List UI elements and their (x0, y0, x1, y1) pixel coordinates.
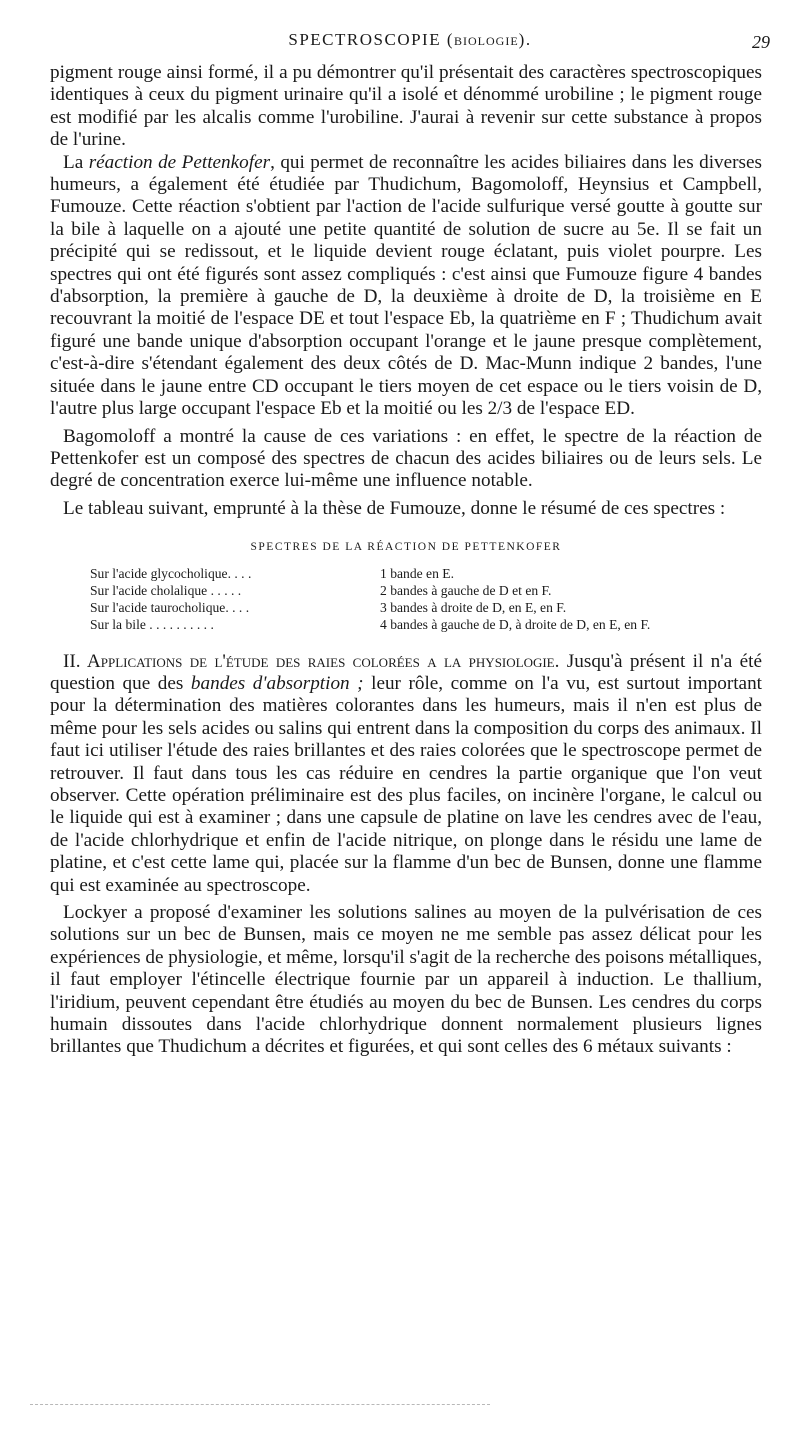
paragraph-applications-lead: Jusqu'à présent il n'a été question que des (50, 650, 762, 694)
term-bandes-absorption: bandes d'absorption ; (190, 672, 364, 694)
paragraph-applications-body: leur rôle, comme on l'a vu, est surtout important pour la détermination des matières colorantes dans les humeurs, mais il n'en est plus de même pour les sels acides ou salins qui entrent dans la composition du corps des animaux. Il faut ici utiliser l'étude des raies brillantes et des raies colorées que le spectroscope permet de retrouver. Il faut dans tous les cas réduire en cendres la partie organique que l'on veut observer. Cette opération préliminaire est des plus faciles, on incinère l'organe, le calcul ou le liquide qui est à examiner ; dans une capsule de platine on lave les cendres avec de l'eau, de l'acide chlorhydrique et enfin de l'acide nitrique, on plonge dans le résidu une lame de platine, et c'est cette lame qui, placée sur la flamme d'un bec de Bunsen, donne une flamme qui est examinée au spectroscope. (50, 672, 762, 896)
table-cell-substance: Sur l'acide cholalique . . . . . (90, 582, 242, 598)
table-row (50, 565, 762, 582)
paragraph-bagomoloff: Bagomoloff a montré la cause de ces variations : en effet, le spectre de la réaction de Pettenkofer est un composé des spectres de chacun des acides biliaires ou de leurs sels. Le degré de concentration exerce lui-même une influence notable. (50, 425, 762, 492)
table-row (50, 582, 762, 599)
page-number: 29 (752, 32, 770, 52)
paragraph-pettenkofer-body: , qui permet de reconnaître les acides biliaires dans les diverses humeurs, a également été étudiée par Thudichum, Bagomoloff, Heynsius et Campbell, Fumouze. Cette réaction s'obtient par l'action de l'acide sulfurique versé goutte à goutte sur la bile à laquelle on a ajouté une petite quantité de solution de sucre au 5e. Il se fait un précipité qui se redissout, et le liquide devient rouge éclatant, puis violet pourpre. Les spectres qui ont été figurés sont assez compliqués : c'est ainsi que Fumouze figure 4 bandes d'absorption, la première à gauche de D, la deuxième à droite de D, la troisième en E recouvrant la moitié de l'espace DE et tout l'espace Eb, la quatrième en F ; Thudichum avait figuré une bande unique d'absorption occupant l'orange et le jaune presque complètement, c'est-à-dire s'étendant également des deux côtés de D. Mac-Munn indique 2 bandes, l'une située dans le jaune entre CD occupant le tiers moyen de cet espace ou le tiers voisin de D, l'autre plus large occupant l'espace Eb et la moitié ou les 2/3 de l'espace ED. (50, 151, 762, 420)
paragraph-pettenkofer (50, 152, 762, 421)
table-cell-result: 1 bande en E. (380, 565, 454, 581)
table-cell-substance: Sur l'acide taurocholique. . . . (90, 599, 250, 615)
term-reaction-pettenkofer: réaction de Pettenkofer (88, 151, 271, 173)
table-row (50, 599, 762, 616)
paragraph-pettenkofer-lead: La (63, 151, 89, 173)
table-row (50, 616, 762, 633)
running-title-main: SPECTROSCOPIE ( (288, 30, 455, 49)
footer-rule (30, 1404, 490, 1405)
table-cell-result: 3 bandes à droite de D, en E, en F. (380, 599, 567, 615)
running-title-end: ). (518, 30, 532, 49)
spectra-table (50, 565, 762, 633)
table-cell-substance: Sur la bile . . . . . . . . . . (90, 616, 214, 632)
table-title: SPECTRES DE LA RÉACTION DE PETTENKOFER (250, 541, 562, 554)
table-cell-result: 4 bandes à gauche de D, à droite de D, en E, en F. (380, 616, 651, 632)
running-title (50, 30, 770, 50)
section-heading: II. Applications de l'étude des raies colorées a la physiologie. (63, 650, 560, 672)
paragraph-lockyer: Lockyer a proposé d'examiner les solutions salines au moyen de la pulvérisation de ces solutions sur un bec de Bunsen, mais ce moyen ne me semble pas assez délicat pour les expériences de physiologie, et même, lorsqu'il s'agit de la recherche des poisons métalliques, il faut employer l'étincelle électrique fournie par un appareil à induction. Le thallium, l'iridium, peuvent cependant être étudiés au moyen du bec de Bunsen. Les cendres du corps humain dissoutes dans l'acide chlorhydrique donnent normalement plusieurs lignes brillantes que Thudichum a décrites et figurées, et qui sont celles des 6 métaux suivants : (50, 902, 762, 1058)
paragraph-applications (50, 651, 762, 897)
table-cell-result: 2 bandes à gauche de D et en F. (380, 582, 552, 598)
page-header (50, 30, 770, 56)
table-cell-substance: Sur l'acide glycocholique. . . . (90, 565, 252, 581)
body-text (50, 62, 762, 1059)
paragraph-tableau: Le tableau suivant, emprunté à la thèse de Fumouze, donne le résumé de ces spectres : (63, 497, 726, 519)
paragraph-urobiline: pigment rouge ainsi formé, il a pu démontrer qu'il présentait des caractères spectroscopiques identiques à ceux du pigment urinaire qu'il a isolé et dénommé urobiline ; le pigment rouge est modifié par les alcalis comme l'urobiline. J'aurai à revenir sur cette substance à propos de l'urine. (50, 62, 762, 151)
running-title-subject: BIOLOGIE (454, 34, 519, 48)
